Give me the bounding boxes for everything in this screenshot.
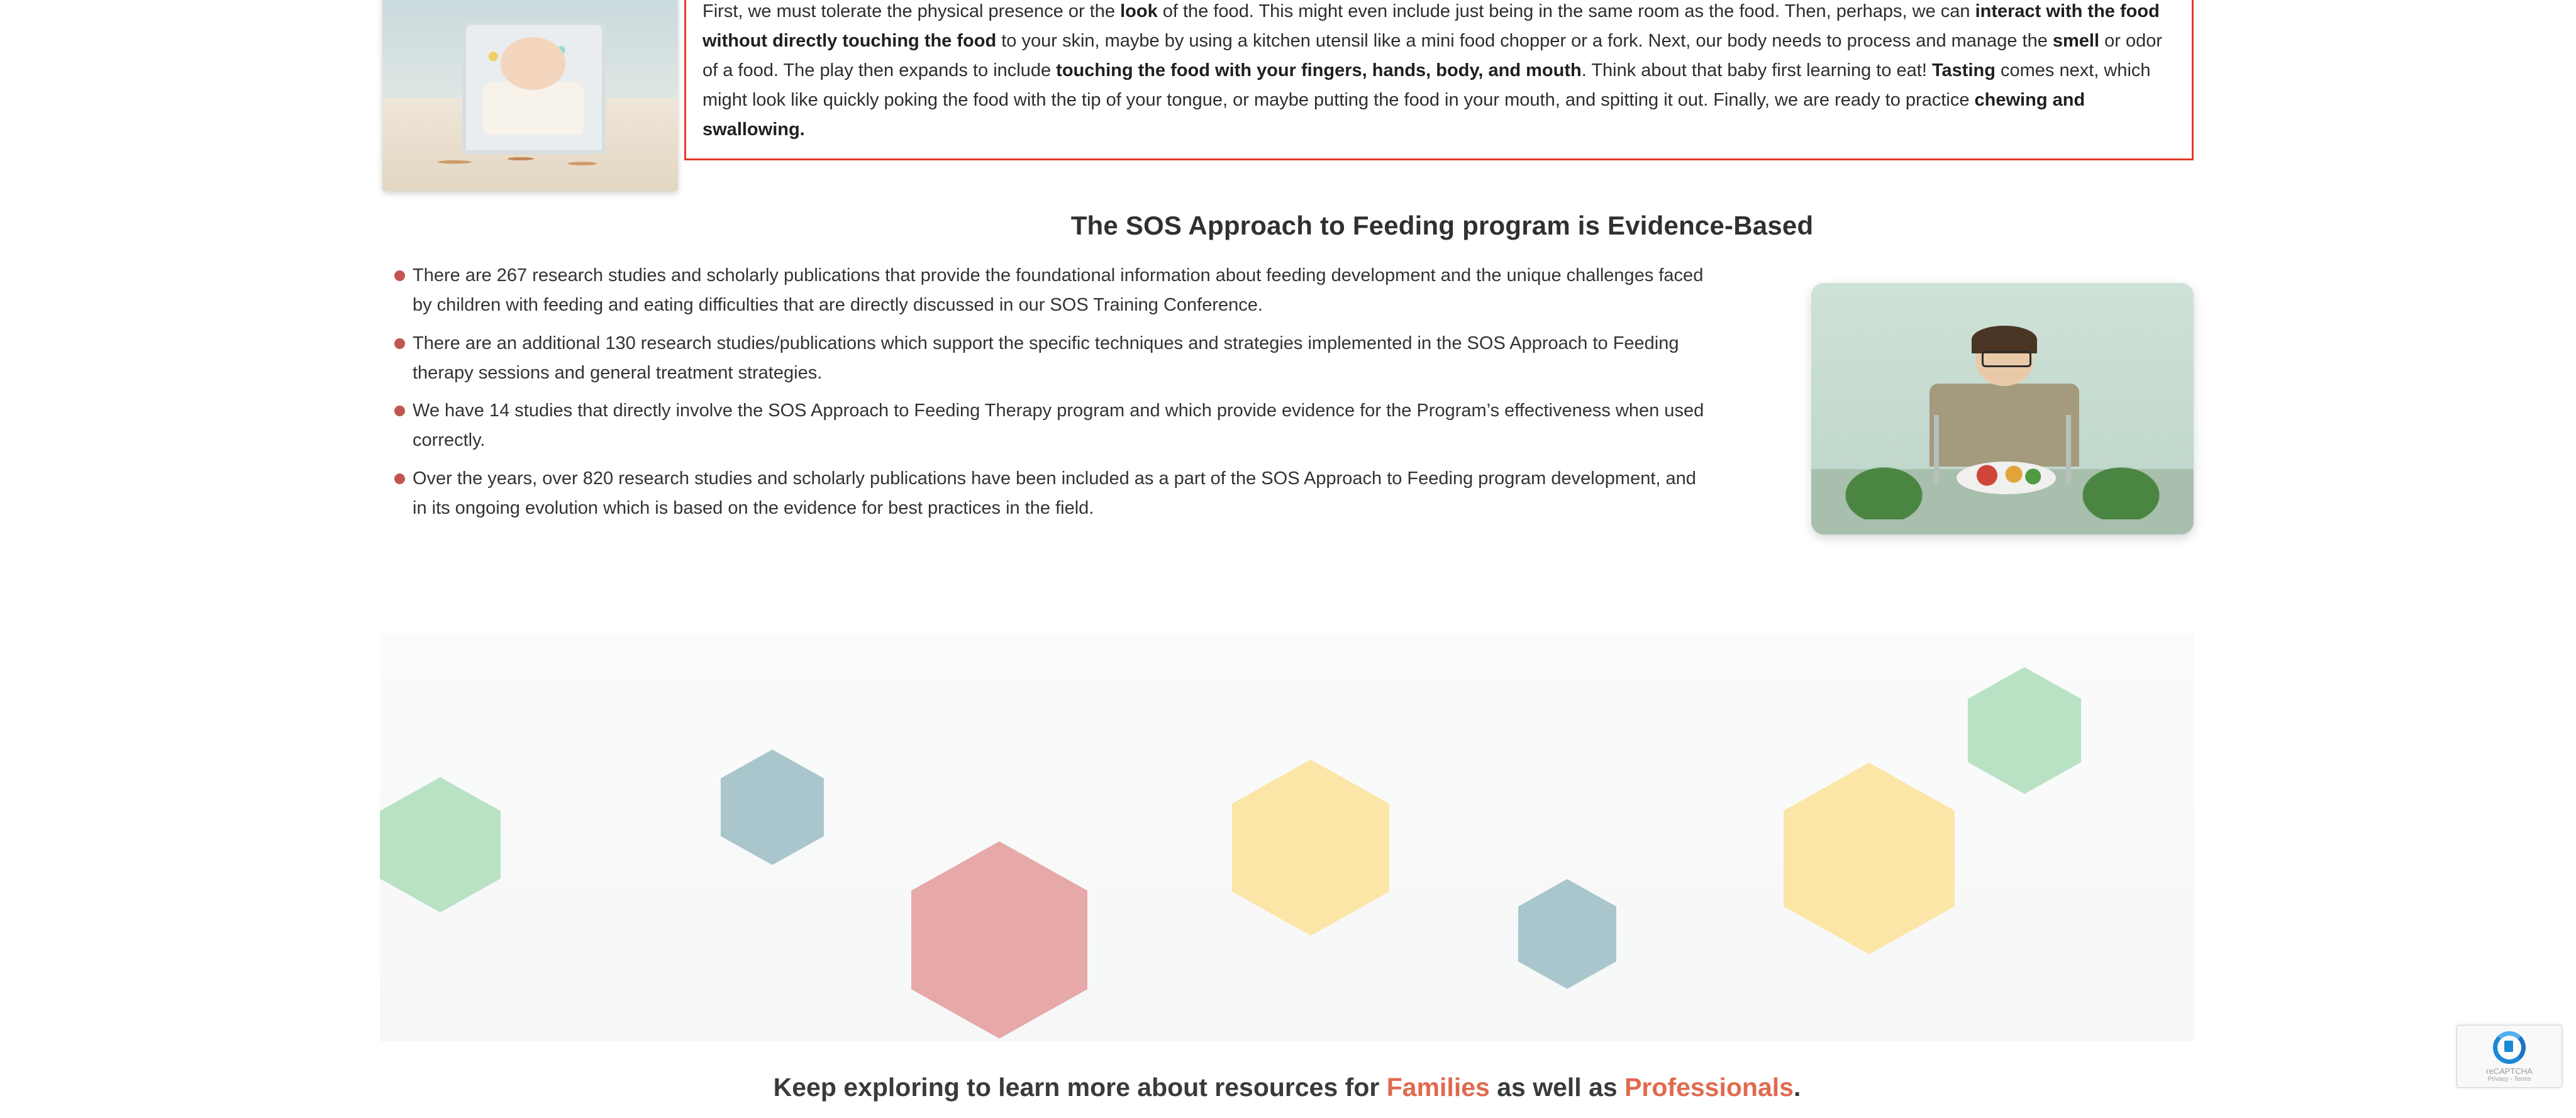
highlighted-paragraph-box [684,0,2194,160]
decorative-hexagon [1518,879,1616,989]
bullet-dot-icon [394,338,405,349]
decorative-hexagon [721,750,824,865]
recaptcha-label: reCAPTCHA [2486,1066,2533,1076]
paragraph-bold-run: look [1120,1,1158,21]
fork-icon [1934,415,1939,484]
paragraph-run: First, we must tolerate the physical presence or the [702,1,1121,21]
food-mess-shape [412,143,648,175]
recaptcha-badge[interactable] [2457,1025,2562,1088]
list-item [377,261,1704,321]
professionals-link[interactable]: Professionals [1624,1073,1794,1102]
boy-eating-vegetables-image [1811,283,2194,534]
paragraph-bold-run: chewing and swallowing. [702,89,2085,140]
decorative-hexagon [911,841,1087,1039]
closing-suffix: . [1793,1073,1801,1102]
lock-icon [2504,1041,2513,1052]
paragraph-bold-run: interact with the food without directly touching the food [702,1,2160,51]
paragraph-bold-run: touching the food with your fingers, hands, body, and mouth [1056,60,1582,80]
boy-body-shape [1929,384,2079,467]
knife-icon [2066,415,2071,484]
bullet-dot-icon [394,473,405,484]
recaptcha-logo-icon [2492,1030,2527,1065]
glasses-icon [1982,351,2031,367]
paragraph-run: comes next, which might look like quickly poking the food with the tip of your tongue, or maybe putting the food in your mouth, and spitting it out. Finally, we are ready to practice [702,60,2151,110]
decorative-hexagon [1232,760,1389,936]
list-item-text: We have 14 studies that directly involve the SOS Approach to Feeding Therapy program and which provide evidence for the Program’s effectiveness when used correctly. [413,401,1704,451]
decorative-hexagon-band [380,634,2194,1041]
paragraph-bold-run: smell [2052,30,2100,51]
baby-head-shape [501,37,565,90]
decorative-hexagon [380,777,501,912]
list-item-text: There are 267 research studies and scholarly publications that provide the foundational information about feeding development and the unique challenges faced by children with feeding and eating difficulties that are directly discussed in our SOS Training Conference. [413,265,1704,316]
families-link[interactable]: Families [1386,1073,1490,1102]
baby-in-highchair-image [382,0,678,191]
decorative-hexagon [1784,763,1955,955]
paragraph-run: of the food. This might even include just being in the same room as the food. Then, perhaps, we can [1157,1,1975,21]
food-on-plate-shape [1968,464,2045,487]
closing-call-to-action [380,1073,2194,1102]
page-title: The SOS Approach to Feeding program is Evidence-Based [1070,211,1814,240]
evidence-bullet-list [377,261,1704,531]
boy-hair-shape [1972,326,2036,353]
paragraph-run: . Think about that baby first learning to eat! [1581,60,1932,80]
bullet-dot-icon [394,406,405,416]
list-item [377,329,1704,389]
list-item [377,464,1704,524]
closing-middle: as well as [1489,1073,1625,1102]
list-item-text: There are an additional 130 research studies/publications which support the specific techniques and strategies implemented in the SOS Approach to Feeding therapy sessions and general treatment strategies. [413,333,1679,383]
decorative-hexagon [1968,667,2081,794]
greens-left-shape [1834,459,1933,519]
paragraph-run: or odor of a food. The play then expands to include [702,30,2163,80]
paragraph-bold-run: Tasting [1931,60,1996,80]
list-item-text: Over the years, over 820 research studies and scholarly publications have been included as a part of the SOS Approach to Feeding program development, and in its ongoing evolution which is based on the evidence for best practices in the field. [413,468,1696,518]
greens-right-shape [2071,459,2170,519]
closing-prefix: Keep exploring to learn more about resources for [773,1073,1387,1102]
paragraph-run: to your skin, maybe by using a kitchen utensil like a mini food chopper or a fork. Next, our body needs to process and manage the [996,30,2053,51]
list-item [377,396,1704,456]
feeding-steps-paragraph [702,0,2175,145]
bullet-dot-icon [394,270,405,281]
recaptcha-links[interactable]: Privacy - Terms [2487,1076,2531,1083]
